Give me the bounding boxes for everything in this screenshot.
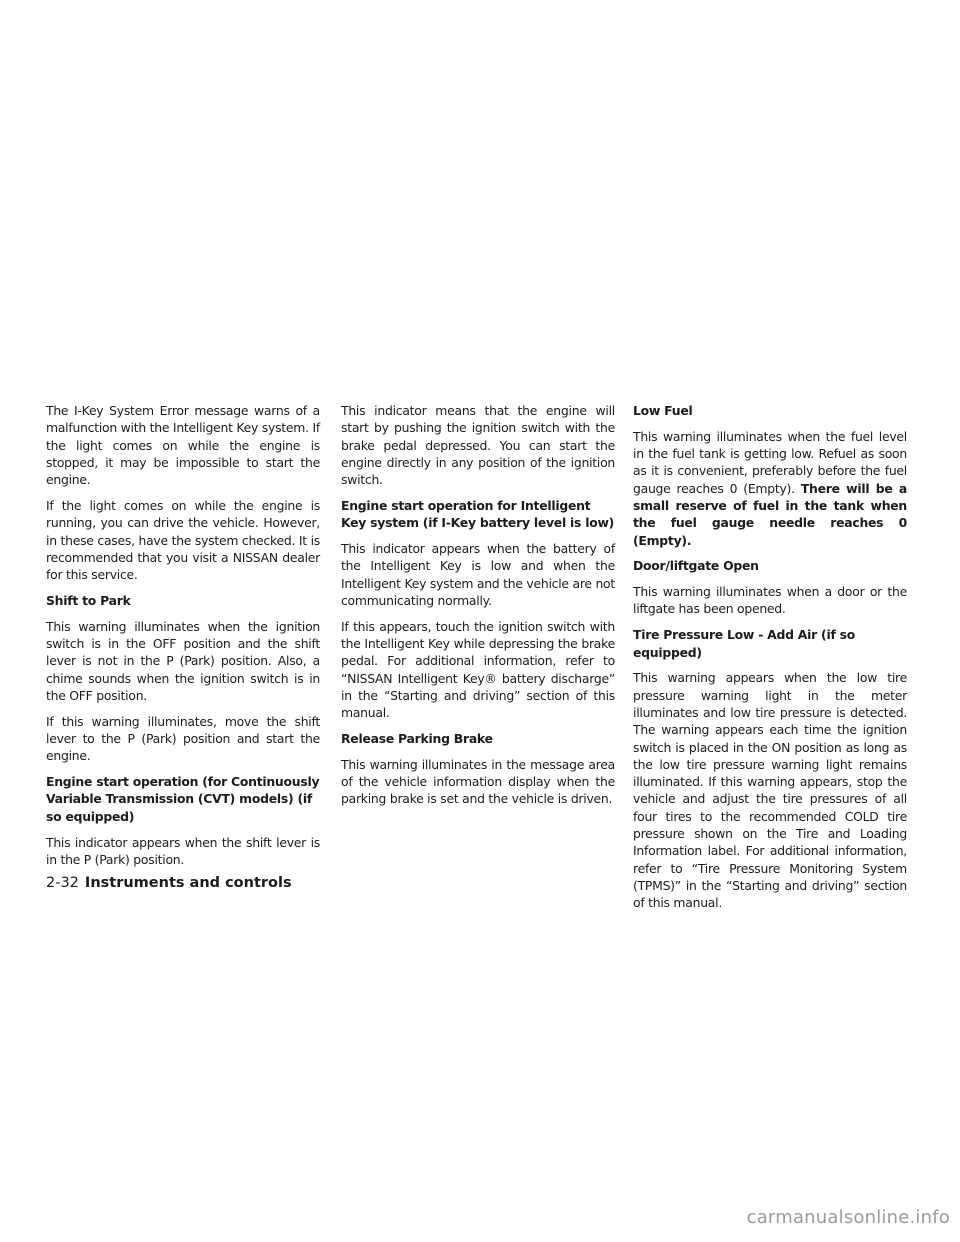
paragraph: The I-Key System Error message warns of a malfunction with the Intelligent Key system. If the light comes on while the engine is stopped, it may be impossible to start the engine. (46, 403, 320, 488)
paragraph: This warning appears when the low tire pressure warning light in the meter illuminates and low tire pressure is detected. The warning appears each time the ignition switch is placed in the ON position as long as the low tire pressure warning light remains illuminated. If this warning appears, stop the vehicle and adjust the tire pressures of all four tires to the recommended COLD tire pressure shown on the Tire and Loading Information label. For additional information, refer to “Tire Pressure Monitoring System (TPMS)” in the “Starting and driving” section of this manual. (633, 670, 907, 911)
section-heading: Tire Pressure Low - Add Air (if so equipped) (633, 627, 856, 660)
paragraph: If the light comes on while the engine is running, you can drive the vehicle. However, in these cases, have the system checked. It is recommended that you visit a NISSAN dealer for this service. (46, 497, 320, 583)
text-column-right (633, 402, 907, 920)
text-column-middle (341, 402, 615, 816)
section-heading: Shift to Park (46, 592, 131, 608)
page-number: 2-32 (46, 875, 79, 891)
bold-note: There will be a small reserve of fuel in the tank when the fuel gauge needle reaches 0 (Empty). (633, 480, 907, 548)
paragraph: This indicator means that the engine will start by pushing the ignition switch with the brake pedal depressed. You can start the engine directly in any position of the ignition switch. (341, 403, 615, 488)
section-heading: Engine start operation (for Continuously Variable Transmission (CVT) models) (if so equipped) (46, 774, 320, 824)
section-heading: Release Parking Brake (341, 731, 493, 747)
section-heading: Engine start operation for Intelligent Key system (if I-Key battery level is low) (341, 497, 615, 531)
paragraph (633, 428, 907, 549)
text-column-left (46, 402, 320, 877)
section-heading: Door/liftgate Open (633, 558, 759, 574)
paragraph: This indicator appears when the battery of the Intelligent Key is low and when the Intelligent Key system and the vehicle are not communicating normally. (341, 541, 615, 608)
paragraph: This indicator appears when the shift lever is in the P (Park) position. (46, 834, 320, 867)
page-footer (46, 875, 292, 891)
paragraph: This warning illuminates in the message area of the vehicle information display when the parking brake is set and the vehicle is driven. (341, 756, 615, 807)
section-title: Instruments and controls (84, 875, 292, 891)
paragraph: If this warning illuminates, move the shift lever to the P (Park) position and start the engine. (46, 713, 320, 764)
watermark: carmanualsonline.info (746, 1207, 950, 1228)
paragraph: This warning illuminates when a door or the liftgate has been opened. (633, 584, 907, 617)
paragraph-text: This warning illuminates when the fuel level in the fuel tank is getting low. Refuel as soon as it is convenient, preferably before the fuel gauge reaches 0 (Empty). (633, 428, 907, 496)
paragraph: This warning illuminates when the ignition switch is in the OFF position and the shift lever is not in the P (Park) position. Also, a chime sounds when the ignition switch is in the OFF position. (46, 618, 320, 703)
section-heading: Low Fuel (633, 403, 693, 418)
paragraph: If this appears, touch the ignition switch with the Intelligent Key while depressing the brake pedal. For additional information, refer to “NISSAN Intelligent Key® battery discharge” in the “Starting and driving” section of this manual. (341, 618, 615, 721)
